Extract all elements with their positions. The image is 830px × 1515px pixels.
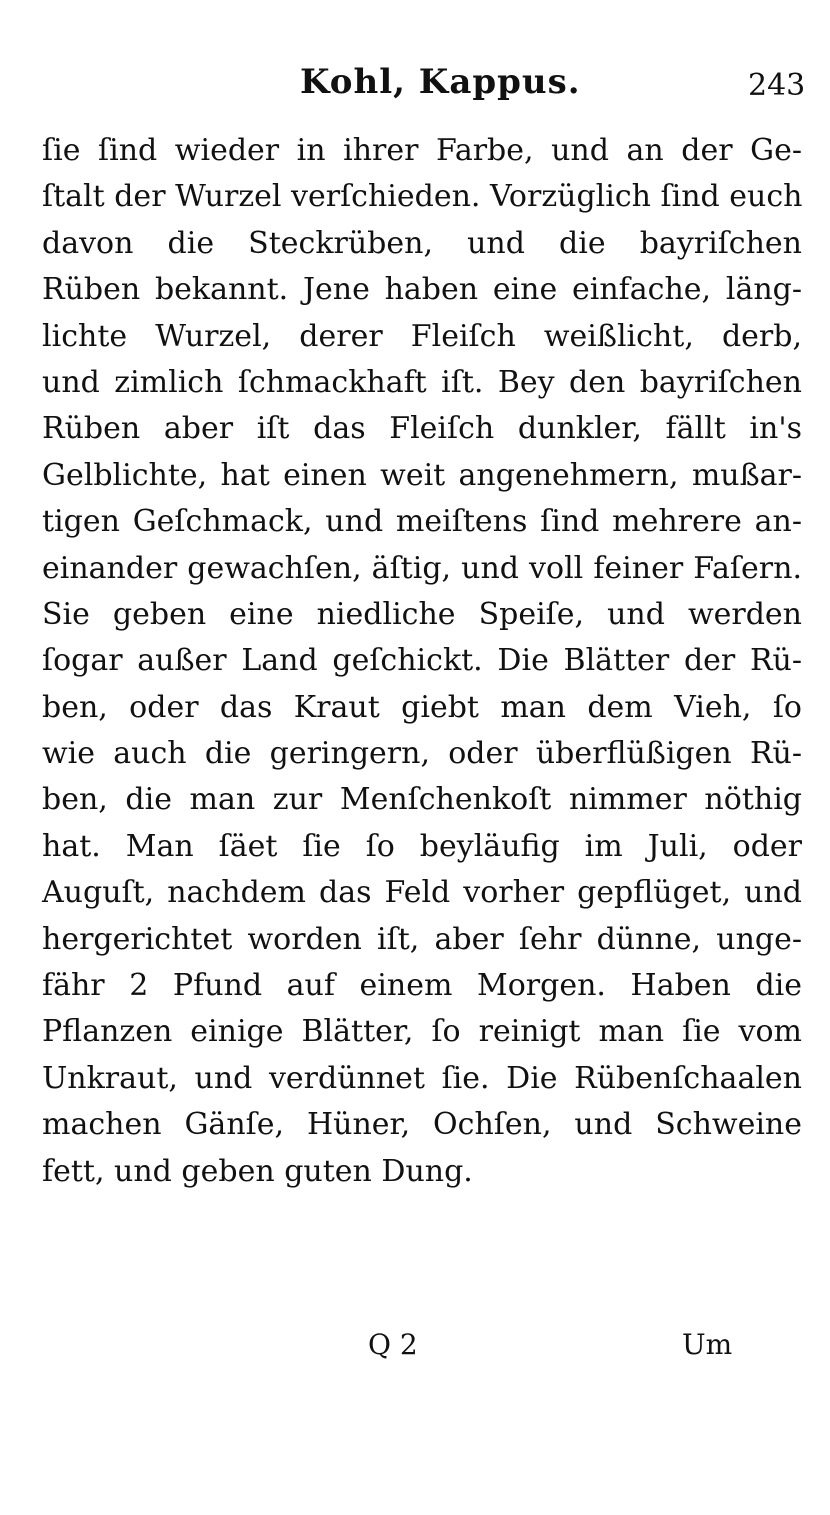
text-line: Rüben aber iſt das Fleiſch dunkler, fällt in's [42, 411, 802, 447]
text-line: Sie geben eine niedliche Speiſe, und werden [42, 596, 802, 632]
text-line: ſogar außer Land geſchickt. Die Blätter der Rü- [42, 643, 802, 679]
text-line: lichte Wurzel, derer Fleiſch weißlicht, derb, [42, 318, 802, 354]
text-line: Auguſt, nachdem das Feld vorher gepflüget, und [42, 875, 802, 911]
signature-mark: Q 2 [368, 1328, 418, 1361]
text-line: Rüben bekannt. Jene haben eine einfache, läng- [42, 272, 802, 308]
text-line: und zimlich ſchmackhaft iſt. Bey den bayriſchen [42, 364, 802, 400]
text-line: fähr 2 Pfund auf einem Morgen. Haben die [42, 968, 802, 1004]
text-line: Pflanzen einige Blätter, ſo reinigt man ſie vom [42, 1014, 802, 1050]
text-line: Gelblichte, hat einen weit angenehmern, mußar- [42, 457, 802, 493]
text-line: ſie ſind wieder in ihrer Farbe, und an der Ge- [42, 133, 802, 168]
body-text [42, 128, 802, 1195]
text-line: hergerichtet worden iſt, aber ſehr dünne, unge- [42, 921, 802, 957]
page-footer [0, 1328, 830, 1372]
text-line: davon die Steckrüben, und die bayriſchen [42, 225, 802, 261]
page-number: 243 [748, 68, 806, 103]
running-head: Kohl, Kappus. [300, 62, 581, 102]
text-line: tigen Geſchmack, und meiſtens ſind mehrere an- [42, 504, 802, 540]
page-header [0, 62, 830, 112]
text-line: einander gewachſen, äſtig, und voll feiner Faſern. [42, 550, 802, 586]
catchword: Um [682, 1328, 733, 1361]
text-line: Unkraut, und verdünnet ſie. Die Rübenſchaalen [42, 1060, 802, 1096]
text-line: wie auch die geringern, oder überflüßigen Rü- [42, 736, 802, 772]
text-line: fett, und geben guten Dung. [42, 1153, 473, 1189]
text-line: ben, oder das Kraut giebt man dem Vieh, ſo [42, 689, 802, 725]
text-line: ſtalt der Wurzel verſchieden. Vorzüglich ſind euch [42, 179, 803, 215]
text-line: ben, die man zur Menſchenkoſt nimmer nöthig [42, 782, 802, 818]
text-line: machen Gänſe, Hüner, Ochſen, und Schweine [42, 1107, 802, 1143]
text-line: hat. Man ſäet ſie ſo beyläufig im Juli, oder [42, 828, 802, 864]
